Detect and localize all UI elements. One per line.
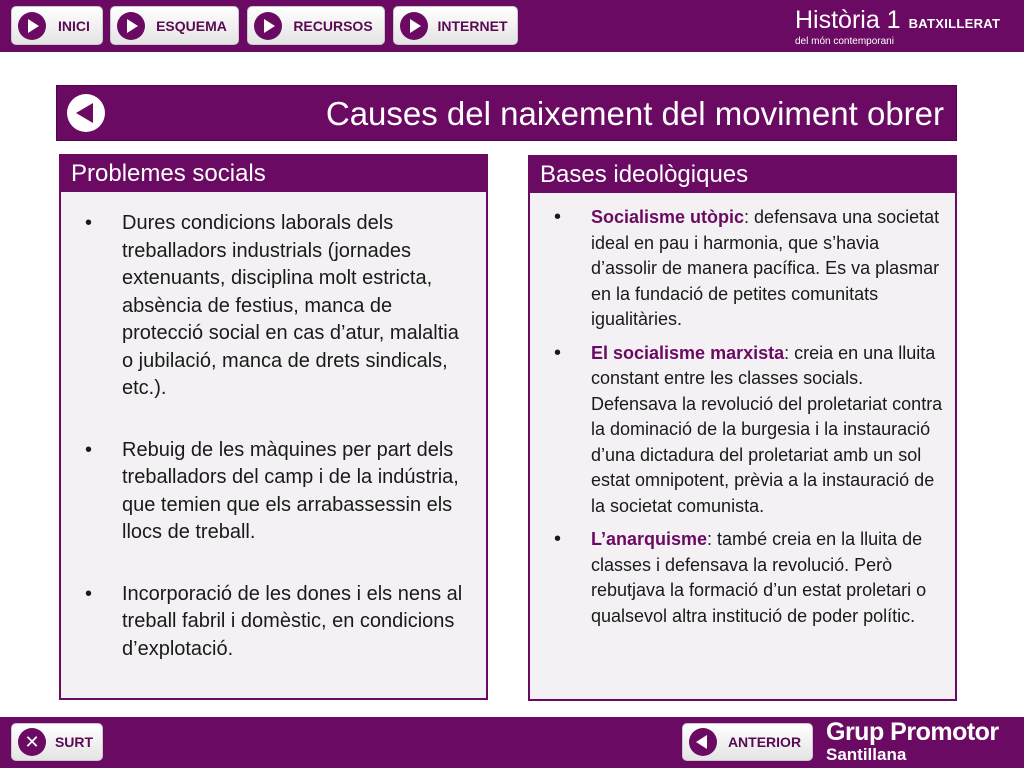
brand-title-row bbox=[795, 6, 1000, 38]
play-icon bbox=[18, 12, 46, 40]
esquema-button[interactable] bbox=[110, 6, 239, 45]
bullet-icon: • bbox=[554, 341, 562, 364]
list-item bbox=[77, 581, 474, 664]
list-item-text: : també creia en la lluita de classes i defensava la revolució. Però rebutjava la formació d’un estat proletari o qualsevol altra institució de poder polític. bbox=[591, 529, 927, 626]
list-item bbox=[546, 527, 943, 629]
social-problems-panel bbox=[59, 154, 488, 700]
list-item-text: Dures condicions laborals dels treballadors industrials (jornades extenuants, disciplina molt estricta, absència de festius, manca de protecció social en cas d’atur, malaltia o jubilació, manca de drets sindicals, etc.). bbox=[122, 212, 459, 399]
list-item-term: El socialisme marxista bbox=[591, 342, 785, 363]
list-item bbox=[77, 437, 474, 547]
list-item-text: Rebuig de les màquines per part dels treballadors del camp i de la indústria, que temien que els arrabassessin els llocs de treball. bbox=[122, 438, 459, 543]
bullet-icon: • bbox=[85, 582, 93, 605]
play-icon bbox=[400, 12, 428, 40]
publisher-logo bbox=[826, 718, 999, 764]
brand-subtitle: del món contemporani bbox=[795, 36, 894, 47]
list-item-text: : creia en una lluita constant entre les classes socials. Defensava la revolució del proletariat contra la dominació de la burgesia i la instauració d’una dictadura del proletariat amb un sol estat omnipotent, prèvia a la instauració de la societat comunista. bbox=[591, 342, 943, 516]
page-title: Causes del naixement del moviment obrer bbox=[325, 95, 944, 132]
bullet-icon: • bbox=[85, 212, 93, 234]
anterior-label: ANTERIOR bbox=[727, 734, 802, 750]
list-item-term: L’anarquisme bbox=[591, 529, 708, 549]
list-item bbox=[77, 210, 474, 403]
title-bar bbox=[56, 85, 957, 141]
recursos-button[interactable] bbox=[247, 6, 385, 45]
back-arrow-icon bbox=[689, 728, 717, 756]
close-icon: ✕ bbox=[18, 728, 46, 756]
list-item bbox=[546, 205, 943, 333]
list-item-text: : defensava una societat ideal en pau i harmonia, que s’havia d’assolir de manera pacífica. Es va plasmar en la fundació de petites comunitats igualitàries. bbox=[591, 207, 940, 329]
recursos-label: RECURSOS bbox=[293, 17, 373, 34]
play-icon bbox=[117, 12, 145, 40]
internet-label: INTERNET bbox=[437, 17, 508, 34]
internet-button[interactable] bbox=[393, 6, 518, 45]
bullet-icon: • bbox=[554, 206, 562, 228]
surt-button[interactable] bbox=[11, 723, 103, 761]
publisher-name: Grup Promotor bbox=[826, 718, 999, 746]
brand-logo bbox=[795, 6, 1000, 47]
inici-label: INICI bbox=[58, 17, 90, 34]
anterior-button[interactable] bbox=[682, 723, 813, 761]
bullet-list bbox=[530, 193, 955, 629]
ideological-bases-panel bbox=[528, 155, 957, 701]
list-item bbox=[546, 341, 943, 520]
publisher-subname: Santillana bbox=[826, 745, 907, 764]
list-item-text: Incorporació de les dones i els nens al treball fabril i domèstic, en condicions d’explotació. bbox=[122, 582, 463, 660]
bullet-icon: • bbox=[85, 438, 93, 461]
brand-level: BATXILLERAT bbox=[908, 16, 1001, 31]
bullet-icon: • bbox=[554, 528, 562, 550]
surt-label: SURT bbox=[54, 734, 94, 750]
brand-title: Història 1 bbox=[795, 6, 901, 34]
bullet-list bbox=[61, 192, 486, 663]
panel-header: Bases ideològiques bbox=[530, 157, 955, 193]
inici-button[interactable] bbox=[11, 6, 103, 45]
list-item-term: Socialisme utòpic bbox=[591, 207, 745, 227]
bottom-toolbar bbox=[0, 717, 1024, 768]
esquema-label: ESQUEMA bbox=[156, 17, 227, 34]
play-icon bbox=[254, 12, 282, 40]
panel-header: Problemes socials bbox=[61, 156, 486, 192]
top-toolbar bbox=[0, 0, 1024, 52]
back-arrow-icon[interactable] bbox=[67, 94, 105, 132]
